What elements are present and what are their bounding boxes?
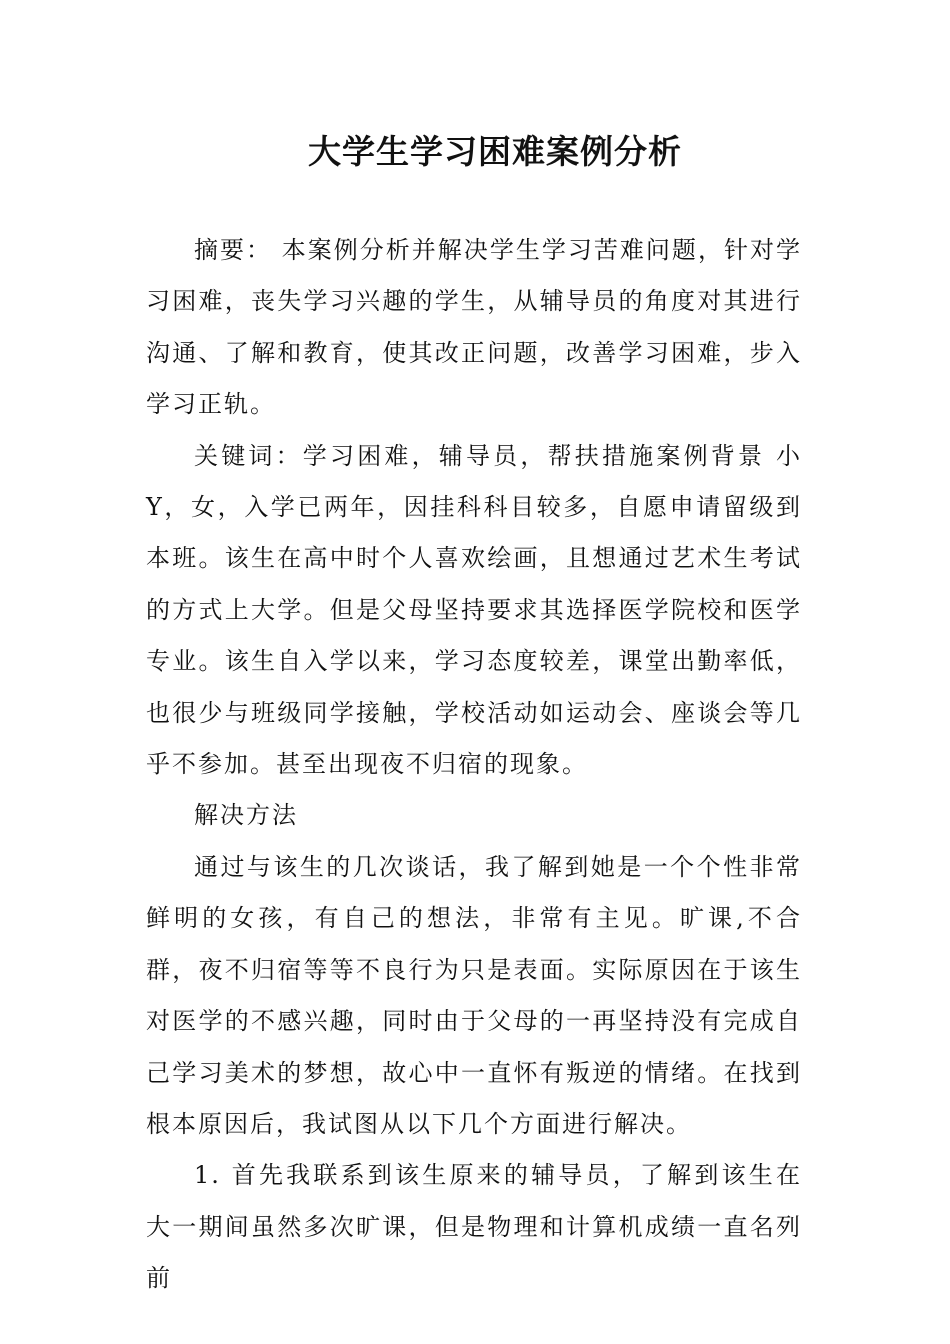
solution-paragraph: 通过与该生的几次谈话，我了解到她是一个个性非常鲜明的女孩，有自己的想法，非常有主见。旷课,不合群，夜不归宿等等不良行为只是表面。实际原因在于该生对医学的不感兴趣，同时由于父母的一再坚持没有完成自己学习美术的梦想，故心中一直怀有叛逆的情绪。在找到根本原因后，我试图从以下几个方面进行解决。	[146, 852, 802, 1138]
keywords-background-paragraph: 关键词：学习困难，辅导员，帮扶措施案例背景 小Y，女，入学已两年，因挂科科目较多，自愿申请留级到本班。该生在高中时个人喜欢绘画，且想通过艺术生考试的方式上大学。但是父母坚持要求其选择医学院校和医学专业。该生自入学以来，学习态度较差，课堂出勤率低，也很少与班级同学接触，学校活动如运动会、座谈会等几乎不参加。甚至出现夜不归宿的现象。	[146, 441, 802, 779]
numbered-item-1: 1. 首先我联系到该生原来的辅导员，了解到该生在大一期间虽然多次旷课，但是物理和计算机成绩一直名列前	[146, 1161, 802, 1293]
document-body	[146, 225, 802, 1305]
document-title: 大学生学习困难案例分析	[308, 132, 682, 171]
abstract-paragraph: 摘要： 本案例分析并解决学生学习苦难问题，针对学习困难，丧失学习兴趣的学生，从辅导员的角度对其进行沟通、了解和教育，使其改正问题，改善学习困难，步入学习正轨。	[146, 236, 802, 419]
section-heading-solution: 解决方法	[194, 801, 298, 830]
